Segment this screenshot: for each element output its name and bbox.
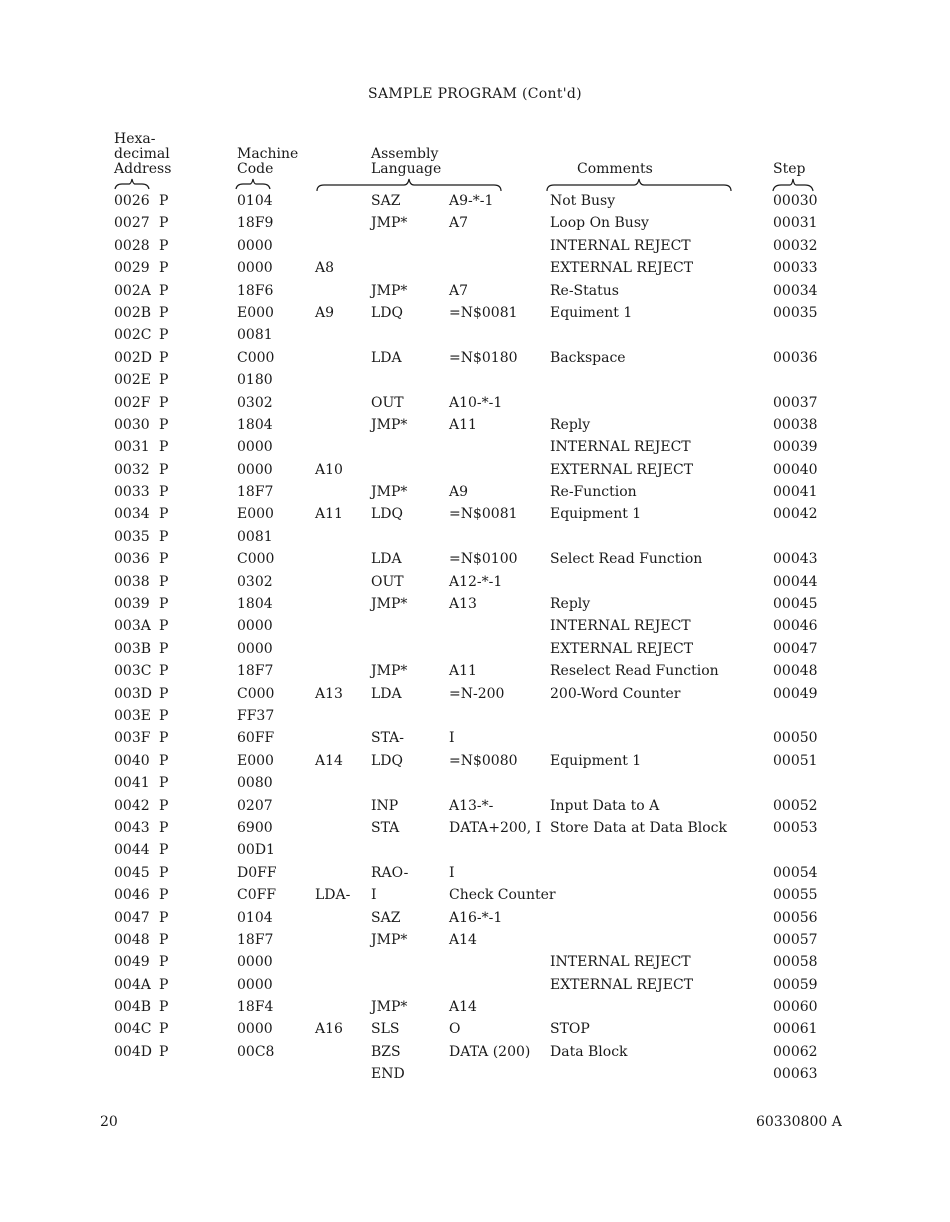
p-flag-cell: P xyxy=(159,394,169,411)
step-cell: 00058 xyxy=(773,954,818,971)
step-cell: 00036 xyxy=(773,349,818,366)
label-cell: A13 xyxy=(315,685,343,702)
comment-cell: Not Busy xyxy=(550,193,616,209)
table-row xyxy=(0,395,950,417)
table-row xyxy=(0,305,950,327)
opcode-cell: SAZ xyxy=(371,909,401,926)
p-flag-cell: P xyxy=(159,416,169,433)
address-cell: 0039 xyxy=(114,596,150,613)
p-flag-cell: P xyxy=(159,819,169,836)
address-cell: 0035 xyxy=(114,528,150,545)
address-cell: 0047 xyxy=(114,909,150,926)
table-row xyxy=(0,798,950,820)
table-row xyxy=(0,506,950,528)
p-flag-cell: P xyxy=(159,999,169,1016)
table-row xyxy=(0,730,950,752)
machine-code-brace xyxy=(235,178,271,190)
p-flag-cell: P xyxy=(159,304,169,321)
p-flag-cell: P xyxy=(159,842,169,859)
step-cell: 00060 xyxy=(773,999,818,1016)
step-cell: 00061 xyxy=(773,1021,818,1038)
address-cell: 0029 xyxy=(114,260,150,277)
opcode-cell: LDQ xyxy=(371,506,403,523)
table-row xyxy=(0,484,950,506)
label-cell: A8 xyxy=(315,260,335,277)
comment-cell: Input Data to A xyxy=(550,797,660,814)
p-flag-cell: P xyxy=(159,439,169,456)
label-cell: A9 xyxy=(315,304,335,321)
operand-cell: A13 xyxy=(449,596,477,613)
machine-code-cell: E000 xyxy=(237,304,274,321)
machine-code-cell: 6900 xyxy=(237,819,273,836)
step-cell: 00038 xyxy=(773,416,818,433)
opcode-cell: LDA xyxy=(371,349,402,366)
step-cell: 00047 xyxy=(773,640,818,657)
address-cell: 0027 xyxy=(114,215,150,232)
step-brace xyxy=(772,178,814,192)
machine-code-cell: C000 xyxy=(237,551,275,568)
address-cell: 0041 xyxy=(114,775,150,792)
header-step-line: Step xyxy=(773,161,806,177)
address-cell: 003F xyxy=(114,730,151,747)
header-address-line: Hexa- xyxy=(114,131,156,147)
p-flag-cell: P xyxy=(159,954,169,971)
table-row xyxy=(0,842,950,864)
opcode-cell: I xyxy=(371,887,377,904)
header-assembly xyxy=(371,147,441,177)
comment-cell: Re-Function xyxy=(550,484,637,501)
address-cell: 003C xyxy=(114,663,152,680)
operand-cell: A7 xyxy=(449,215,469,232)
machine-code-cell: 0000 xyxy=(237,640,273,657)
table-row xyxy=(0,1021,950,1043)
operand-cell: DATA (200) xyxy=(449,1043,531,1060)
p-flag-cell: P xyxy=(159,775,169,792)
p-flag-cell: P xyxy=(159,909,169,926)
program-listing xyxy=(0,193,950,1089)
table-row xyxy=(0,462,950,484)
comment-cell: Select Read Function xyxy=(550,551,703,568)
machine-code-cell: 0180 xyxy=(237,372,273,389)
p-flag-cell: P xyxy=(159,237,169,254)
step-cell: 00049 xyxy=(773,685,818,702)
address-cell: 0028 xyxy=(114,237,150,254)
step-cell: 00055 xyxy=(773,887,818,904)
machine-code-cell: 18F6 xyxy=(237,282,274,299)
step-cell: 00037 xyxy=(773,394,818,411)
address-cell: 0049 xyxy=(114,954,150,971)
machine-code-cell: 0000 xyxy=(237,461,273,478)
operand-cell: A16-*-1 xyxy=(449,909,503,926)
step-cell: 00056 xyxy=(773,909,818,926)
table-row xyxy=(0,215,950,237)
address-cell: 003D xyxy=(114,685,152,702)
p-flag-cell: P xyxy=(159,506,169,523)
table-row xyxy=(0,954,950,976)
p-flag-cell: P xyxy=(159,484,169,501)
opcode-cell: JMP* xyxy=(371,663,408,680)
machine-code-cell: 1804 xyxy=(237,596,273,613)
step-cell: 00054 xyxy=(773,864,818,881)
header-comments-line: Comments xyxy=(577,161,653,177)
comment-cell: STOP xyxy=(550,1021,590,1038)
table-row xyxy=(0,283,950,305)
opcode-cell: OUT xyxy=(371,573,404,590)
machine-code-cell: 0081 xyxy=(237,528,273,545)
address-cell: 003E xyxy=(114,707,151,724)
address-cell: 0032 xyxy=(114,461,150,478)
step-cell: 00063 xyxy=(773,1066,818,1083)
header-machine-code-line: Machine xyxy=(237,146,299,162)
opcode-cell: JMP* xyxy=(371,931,408,948)
page-number: 20 xyxy=(100,1114,118,1130)
table-row xyxy=(0,350,950,372)
step-cell: 00039 xyxy=(773,439,818,456)
header-address-line: decimal xyxy=(114,146,170,162)
address-cell: 002A xyxy=(114,282,151,299)
table-row xyxy=(0,999,950,1021)
address-cell: 0030 xyxy=(114,416,150,433)
operand-cell: I xyxy=(449,864,455,881)
step-cell: 00030 xyxy=(773,193,818,209)
comment-cell: INTERNAL REJECT xyxy=(550,439,691,456)
comment-cell: EXTERNAL REJECT xyxy=(550,976,694,993)
p-flag-cell: P xyxy=(159,461,169,478)
opcode-cell: JMP* xyxy=(371,282,408,299)
address-cell: 0036 xyxy=(114,551,150,568)
machine-code-cell: 0000 xyxy=(237,260,273,277)
opcode-cell: JMP* xyxy=(371,596,408,613)
table-row xyxy=(0,663,950,685)
machine-code-cell: 0000 xyxy=(237,976,273,993)
address-cell: 002B xyxy=(114,304,152,321)
table-row xyxy=(0,551,950,573)
table-row xyxy=(0,439,950,461)
address-cell: 002E xyxy=(114,372,151,389)
p-flag-cell: P xyxy=(159,528,169,545)
p-flag-cell: P xyxy=(159,327,169,344)
opcode-cell: JMP* xyxy=(371,416,408,433)
step-cell: 00044 xyxy=(773,573,818,590)
table-row xyxy=(0,529,950,551)
opcode-cell: STA- xyxy=(371,730,405,747)
address-cell: 0048 xyxy=(114,931,150,948)
machine-code-cell: 18F7 xyxy=(237,931,274,948)
table-row xyxy=(0,193,950,215)
operand-cell: A14 xyxy=(449,999,477,1016)
address-cell: 0044 xyxy=(114,842,150,859)
address-cell: 0046 xyxy=(114,887,150,904)
table-row xyxy=(0,820,950,842)
header-machine-code xyxy=(237,147,298,177)
machine-code-cell: 0207 xyxy=(237,797,273,814)
p-flag-cell: P xyxy=(159,685,169,702)
document-number: 60330800 A xyxy=(756,1114,842,1130)
operand-cell: A9-*-1 xyxy=(449,193,494,209)
machine-code-cell: D0FF xyxy=(237,864,277,881)
opcode-cell: RAO- xyxy=(371,864,409,881)
machine-code-cell: C0FF xyxy=(237,887,277,904)
step-cell: 00042 xyxy=(773,506,818,523)
opcode-cell: JMP* xyxy=(371,484,408,501)
header-comments xyxy=(577,162,653,177)
machine-code-cell: 0104 xyxy=(237,193,273,209)
step-cell: 00031 xyxy=(773,215,818,232)
table-row xyxy=(0,327,950,349)
p-flag-cell: P xyxy=(159,618,169,635)
step-cell: 00057 xyxy=(773,931,818,948)
operand-cell: Check Counter xyxy=(449,887,556,904)
step-cell: 00046 xyxy=(773,618,818,635)
operand-cell: O xyxy=(449,1021,461,1038)
opcode-cell: STA xyxy=(371,819,400,836)
header-assembly-line: Language xyxy=(371,161,442,177)
table-row xyxy=(0,708,950,730)
step-cell: 00035 xyxy=(773,304,818,321)
label-cell: A16 xyxy=(315,1021,343,1038)
machine-code-cell: 00D1 xyxy=(237,842,275,859)
label-cell: A14 xyxy=(315,752,343,769)
operand-cell: A11 xyxy=(449,663,477,680)
table-row xyxy=(0,753,950,775)
address-cell: 003A xyxy=(114,618,151,635)
machine-code-cell: 0080 xyxy=(237,775,273,792)
table-row xyxy=(0,932,950,954)
address-cell: 0031 xyxy=(114,439,150,456)
comment-cell: Backspace xyxy=(550,349,626,366)
operand-cell: =N$0081 xyxy=(449,506,518,523)
machine-code-cell: FF37 xyxy=(237,707,275,724)
address-cell: 0033 xyxy=(114,484,150,501)
operand-cell: A9 xyxy=(449,484,469,501)
operand-cell: =N$0081 xyxy=(449,304,518,321)
table-row xyxy=(0,865,950,887)
machine-code-cell: 18F9 xyxy=(237,215,274,232)
table-row xyxy=(0,686,950,708)
comment-cell: 200-Word Counter xyxy=(550,685,681,702)
header-address xyxy=(114,132,171,177)
machine-code-cell: E000 xyxy=(237,752,274,769)
operand-cell: =N$0080 xyxy=(449,752,518,769)
operand-cell: DATA+200, I xyxy=(449,819,542,836)
comment-cell: Reply xyxy=(550,596,591,613)
operand-cell: =N-200 xyxy=(449,685,505,702)
operand-cell: =N$0100 xyxy=(449,551,518,568)
operand-cell: A7 xyxy=(449,282,469,299)
address-cell: 004D xyxy=(114,1043,152,1060)
header-step xyxy=(773,162,805,177)
p-flag-cell: P xyxy=(159,551,169,568)
address-cell: 0043 xyxy=(114,819,150,836)
step-cell: 00033 xyxy=(773,260,818,277)
opcode-cell: END xyxy=(371,1066,405,1083)
step-cell: 00032 xyxy=(773,237,818,254)
step-cell: 00059 xyxy=(773,976,818,993)
comment-cell: Reselect Read Function xyxy=(550,663,719,680)
page-title: SAMPLE PROGRAM (Cont'd) xyxy=(368,86,582,102)
p-flag-cell: P xyxy=(159,730,169,747)
step-cell: 00050 xyxy=(773,730,818,747)
opcode-cell: LDQ xyxy=(371,752,403,769)
comment-cell: INTERNAL REJECT xyxy=(550,618,691,635)
opcode-cell: LDA xyxy=(371,551,402,568)
comment-cell: Equiment 1 xyxy=(550,304,633,321)
table-row xyxy=(0,977,950,999)
p-flag-cell: P xyxy=(159,887,169,904)
table-row xyxy=(0,260,950,282)
address-cell: 0034 xyxy=(114,506,150,523)
table-row xyxy=(0,574,950,596)
address-cell: 0038 xyxy=(114,573,150,590)
p-flag-cell: P xyxy=(159,976,169,993)
p-flag-cell: P xyxy=(159,596,169,613)
label-cell: A11 xyxy=(315,506,343,523)
operand-cell: A12-*-1 xyxy=(449,573,503,590)
machine-code-cell: C000 xyxy=(237,685,275,702)
comments-brace xyxy=(546,178,732,192)
p-flag-cell: P xyxy=(159,707,169,724)
p-flag-cell: P xyxy=(159,193,169,209)
opcode-cell: SAZ xyxy=(371,193,401,209)
machine-code-cell: 0000 xyxy=(237,439,273,456)
table-row xyxy=(0,372,950,394)
step-cell: 00051 xyxy=(773,752,818,769)
machine-code-cell: E000 xyxy=(237,506,274,523)
assembly-brace xyxy=(316,178,502,192)
p-flag-cell: P xyxy=(159,1043,169,1060)
machine-code-cell: 18F4 xyxy=(237,999,274,1016)
opcode-cell: JMP* xyxy=(371,999,408,1016)
comment-cell: INTERNAL REJECT xyxy=(550,954,691,971)
header-address-line: Address xyxy=(114,161,172,177)
machine-code-cell: 0000 xyxy=(237,237,273,254)
operand-cell: A14 xyxy=(449,931,477,948)
p-flag-cell: P xyxy=(159,640,169,657)
machine-code-cell: 0000 xyxy=(237,954,273,971)
comment-cell: EXTERNAL REJECT xyxy=(550,640,694,657)
opcode-cell: LDQ xyxy=(371,304,403,321)
step-cell: 00040 xyxy=(773,461,818,478)
label-cell: A10 xyxy=(315,461,343,478)
operand-cell: A10-*-1 xyxy=(449,394,503,411)
p-flag-cell: P xyxy=(159,282,169,299)
comment-cell: Reply xyxy=(550,416,591,433)
comment-cell: Equipment 1 xyxy=(550,506,642,523)
table-row xyxy=(0,417,950,439)
address-cell: 0045 xyxy=(114,864,150,881)
table-row xyxy=(0,1044,950,1066)
machine-code-cell: 0000 xyxy=(237,618,273,635)
table-row xyxy=(0,238,950,260)
opcode-cell: LDA xyxy=(371,685,402,702)
machine-code-cell: 0302 xyxy=(237,394,273,411)
table-row xyxy=(0,910,950,932)
step-cell: 00034 xyxy=(773,282,818,299)
step-cell: 00052 xyxy=(773,797,818,814)
machine-code-cell: 0302 xyxy=(237,573,273,590)
p-flag-cell: P xyxy=(159,752,169,769)
operand-cell: I xyxy=(449,730,455,747)
step-cell: 00041 xyxy=(773,484,818,501)
machine-code-cell: 0104 xyxy=(237,909,273,926)
comment-cell: Equipment 1 xyxy=(550,752,642,769)
header-assembly-line: Assembly xyxy=(371,146,439,162)
label-cell: LDA- xyxy=(315,887,351,904)
address-cell: 0026 xyxy=(114,193,150,209)
p-flag-cell: P xyxy=(159,260,169,277)
p-flag-cell: P xyxy=(159,797,169,814)
opcode-cell: OUT xyxy=(371,394,404,411)
address-cell: 002C xyxy=(114,327,152,344)
comment-cell: EXTERNAL REJECT xyxy=(550,260,694,277)
machine-code-cell: 0000 xyxy=(237,1021,273,1038)
opcode-cell: JMP* xyxy=(371,215,408,232)
p-flag-cell: P xyxy=(159,1021,169,1038)
comment-cell: Loop On Busy xyxy=(550,215,649,232)
comment-cell: INTERNAL REJECT xyxy=(550,237,691,254)
operand-cell: =N$0180 xyxy=(449,349,518,366)
address-cell: 003B xyxy=(114,640,152,657)
machine-code-cell: 18F7 xyxy=(237,484,274,501)
opcode-cell: BZS xyxy=(371,1043,401,1060)
p-flag-cell: P xyxy=(159,864,169,881)
address-cell: 004C xyxy=(114,1021,152,1038)
p-flag-cell: P xyxy=(159,931,169,948)
address-cell: 002F xyxy=(114,394,151,411)
step-cell: 00048 xyxy=(773,663,818,680)
address-brace xyxy=(114,178,150,190)
p-flag-cell: P xyxy=(159,663,169,680)
operand-cell: A13-*- xyxy=(449,797,494,814)
table-row xyxy=(0,887,950,909)
p-flag-cell: P xyxy=(159,372,169,389)
opcode-cell: SLS xyxy=(371,1021,400,1038)
p-flag-cell: P xyxy=(159,215,169,232)
comment-cell: Data Block xyxy=(550,1043,628,1060)
table-row xyxy=(0,618,950,640)
p-flag-cell: P xyxy=(159,349,169,366)
p-flag-cell: P xyxy=(159,573,169,590)
comment-cell: Store Data at Data Block xyxy=(550,819,728,836)
table-row xyxy=(0,596,950,618)
machine-code-cell: C000 xyxy=(237,349,275,366)
comment-cell: Re-Status xyxy=(550,282,619,299)
machine-code-cell: 1804 xyxy=(237,416,273,433)
step-cell: 00062 xyxy=(773,1043,818,1060)
comment-cell: EXTERNAL REJECT xyxy=(550,461,694,478)
step-cell: 00053 xyxy=(773,819,818,836)
machine-code-cell: 18F7 xyxy=(237,663,274,680)
machine-code-cell: 60FF xyxy=(237,730,275,747)
step-cell: 00043 xyxy=(773,551,818,568)
address-cell: 0042 xyxy=(114,797,150,814)
table-row xyxy=(0,641,950,663)
address-cell: 002D xyxy=(114,349,152,366)
table-row xyxy=(0,775,950,797)
operand-cell: A11 xyxy=(449,416,477,433)
opcode-cell: INP xyxy=(371,797,399,814)
header-machine-code-line: Code xyxy=(237,161,274,177)
step-cell: 00045 xyxy=(773,596,818,613)
address-cell: 004A xyxy=(114,976,151,993)
machine-code-cell: 00C8 xyxy=(237,1043,275,1060)
address-cell: 0040 xyxy=(114,752,150,769)
address-cell: 004B xyxy=(114,999,152,1016)
table-row xyxy=(0,1066,950,1088)
machine-code-cell: 0081 xyxy=(237,327,273,344)
